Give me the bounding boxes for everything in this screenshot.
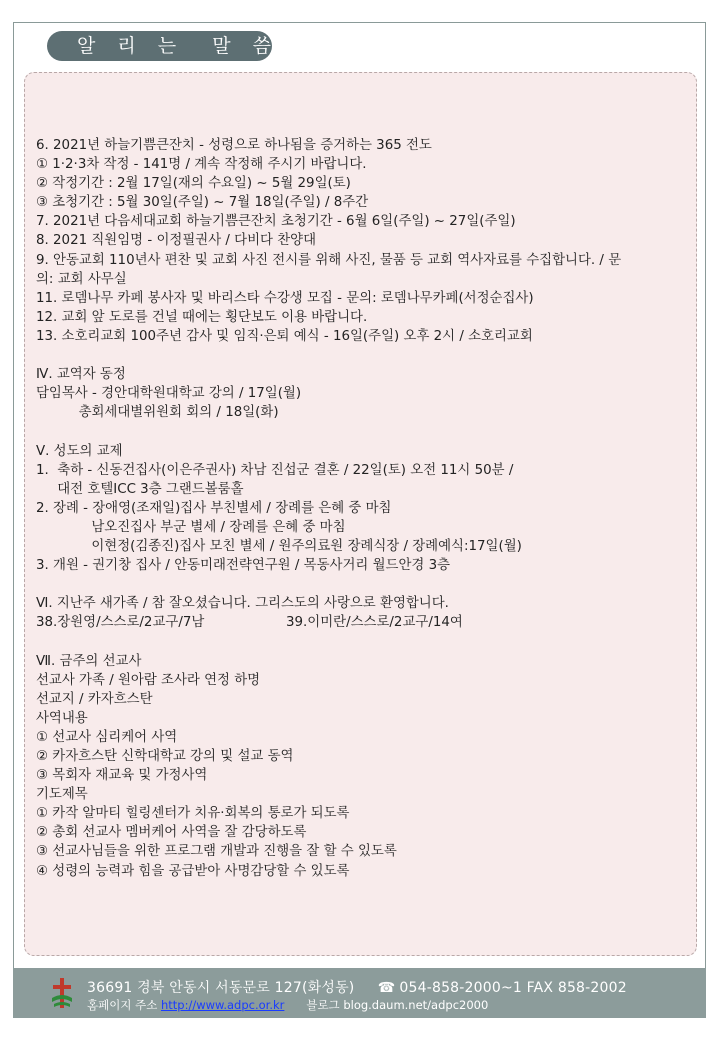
text-line: 기도제목 [36,787,88,803]
text-line: ③ 선교사님들을 위한 프로그램 개발과 진행을 잘 할 수 있도록 [36,844,397,860]
new-family-entry: 38.장원영/스스로/2교구/7남 [36,615,205,631]
new-family-entry: 39.이미란/스스로/2교구/14여 [286,615,463,631]
spacer [36,632,696,651]
church-logo-icon [49,976,75,1010]
text-line: 사역내용 [36,710,88,726]
text-line: ③ 초청기간 : 5월 30일(주일) ~ 7월 18일(주일) / 8주간 [36,195,369,211]
text-line: ③ 목회자 재교육 및 가정사역 [36,768,208,784]
text-line: 대전 호텔ICC 3층 그랜드볼룸홀 [36,481,244,497]
text-line: 9. 안동교회 110년사 편찬 및 교회 사진 전시를 위해 사진, 물품 등 교회 역사자료를 수집합니다. / 문 [36,252,622,268]
text-line: ④ 성령의 능력과 힘을 공급받아 사명감당할 수 있도록 [36,863,350,879]
text-line: 의: 교회 사무실 [36,271,127,287]
phone-icon: ☎ [377,980,396,996]
text-line: 선교지 / 카자흐스탄 [36,691,153,707]
phone-text: 054-858-2000~1 FAX 858-2002 [399,980,627,996]
address-text: 36691 경북 안동시 서동문로 127(화성동) [87,980,355,996]
text-line: ① 카작 알마티 힐링센터가 치유·회복의 통로가 되도록 [36,806,350,822]
text-line: ① 선교사 심리케어 사역 [36,729,178,745]
section-heading: Ⅵ. 지난주 새가족 / 참 잘오셨습니다. 그리스도의 사랑으로 환영합니다. [36,596,449,612]
page-title: 알 리 는 말 씀 [47,31,272,61]
spacer [36,346,696,365]
text-line: 7. 2021년 다음세대교회 하늘기쁨큰잔치 초청기간 - 6월 6일(주일) ~ 27일(주일) [36,214,516,230]
new-family-row [36,613,696,632]
text-line: 남오진집사 부군 별세 / 장례를 은혜 중 마침 [36,519,346,535]
text-line: 13. 소호리교회 100주년 감사 및 임직·은퇴 예식 - 16일(주일) 오후 2시 / 소호리교회 [36,328,533,344]
text-line: 11. 로뎀나무 카페 봉사자 및 바리스타 수강생 모집 - 문의: 로뎀나무카페(서정순집사) [36,290,534,306]
text-line: ② 카자흐스탄 신학대학교 강의 및 설교 동역 [36,749,294,764]
text-line: 3. 개원 - 권기창 집사 / 안동미래전략연구원 / 목동사거리 월드안경 3층 [36,558,451,574]
text-line: 이현정(김종진)집사 모친 별세 / 원주의료원 장례식장 / 장례예식:17일(월) [36,538,522,554]
spacer [36,422,696,441]
text-line: 8. 2021 직원임명 - 이정필권사 / 다비다 찬양대 [36,233,317,249]
footer-web-line [87,997,488,1013]
text-line: 6. 2021년 하늘기쁨큰잔치 - 성령으로 하나됨을 증거하는 365 전도 [36,138,432,153]
footer-address-line [87,977,627,997]
text-line: 총회세대별위원회 회의 / 18일(화) [36,405,279,421]
footer-bar [13,968,706,1018]
text-line: 12. 교회 앞 도로를 건널 때에는 횡단보도 이용 바랍니다. [36,309,368,325]
section-heading: Ⅴ. 성도의 교제 [36,443,123,459]
text-line: 2. 장례 - 장애영(조재일)집사 부친별세 / 장례를 은혜 중 마침 [36,500,392,516]
section-heading: Ⅳ. 교역자 동정 [36,367,126,383]
text-line: 선교사 가족 / 원아람 조사라 연정 하명 [36,672,261,688]
text-line: 담임목사 - 경안대학원대학교 강의 / 17일(월) [36,386,302,402]
text-line: ② 작정기간 : 2월 17일(재의 수요일) ~ 5월 29일(토) [36,176,351,192]
blog-text: 블로그 blog.daum.net/adpc2000 [306,998,489,1012]
spacer [36,575,696,594]
text-line: ① 1·2·3차 작정 - 141명 / 계속 작정해 주시기 바랍니다. [36,157,367,173]
homepage-label: 홈페이지 주소 [87,998,158,1012]
section-heading: Ⅶ. 금주의 선교사 [36,653,142,669]
text-line: 1. 축하 - 신동건집사(이은주권사) 차남 진섭군 결혼 / 22일(토) 오전 11시 50분 / [36,462,514,478]
announcement-text [36,136,696,881]
homepage-link[interactable]: http://www.adpc.or.kr [160,998,285,1012]
text-line: ② 총회 선교사 멤버케어 사역을 잘 감당하도록 [36,825,307,841]
